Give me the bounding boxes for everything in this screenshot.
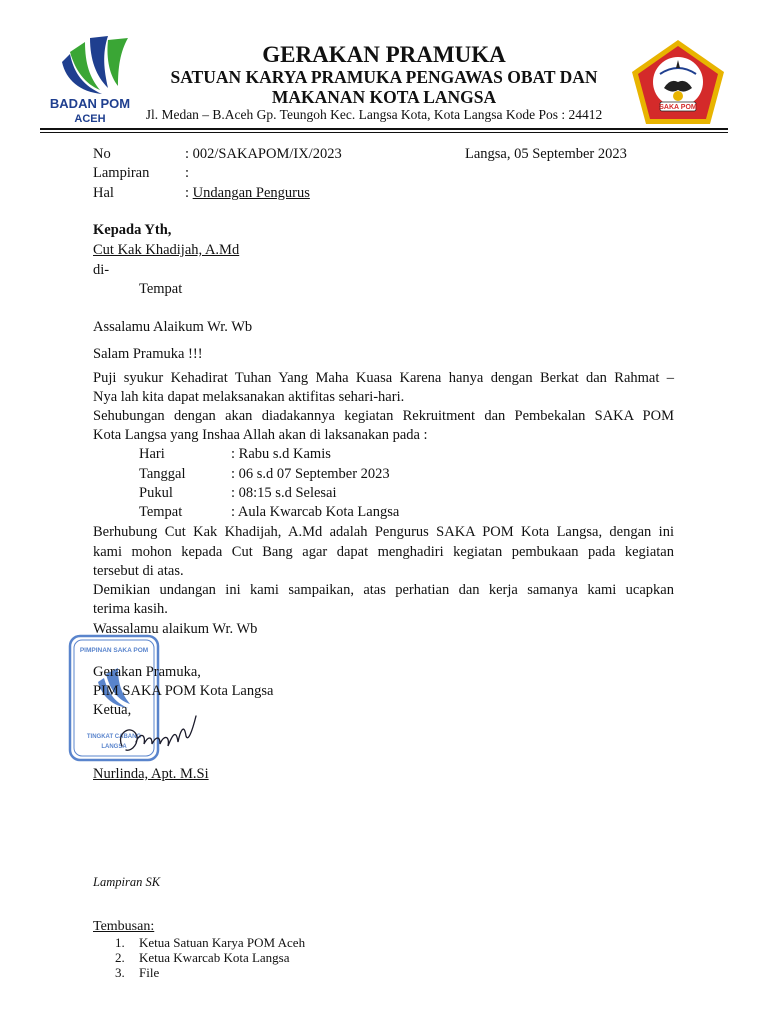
handwritten-signature [112,712,198,764]
signature-org: Gerakan Pramuka, [93,664,201,680]
signature-role: Ketua, [93,702,132,718]
cc-item-text: Ketua Satuan Karya POM Aceh [139,935,306,950]
cc-item [115,950,305,965]
lampiran-label: Lampiran [93,165,150,181]
detail-value-tempat: : Aula Kwarcab Kota Langsa [231,504,400,520]
attachment-note: Lampiran SK [93,875,161,889]
recipient-name: Cut Kak Khadijah, A.Md [93,242,240,258]
signature-unit: PIM SAKA POM Kota Langsa [93,683,274,699]
paragraph-3-line3: tersebut di atas. [93,563,184,579]
cc-item [115,935,305,950]
stamp-text-bottom: LANGSA [101,744,127,750]
detail-label-pukul: Pukul [139,485,173,501]
hal-field [185,184,310,203]
org-title: GERAKAN PRAMUKA [262,42,506,67]
paragraph-2-line1: Sehubungan dengan akan diadakannya kegiatan Rekruitment dan Pembekalan SAKA POM [93,408,674,424]
detail-label-hari: Hari [139,446,165,462]
greeting-salam: Assalamu Alaikum Wr. Wb [93,319,253,335]
header-divider-thin [40,132,728,133]
hal-colon: : [185,185,193,201]
left-logo-text2: ACEH [74,113,106,124]
right-logo-text: SAKA POM [659,104,697,111]
recipient-salutation: Kepada Yth, [93,222,172,238]
stamp-text-mid: TINGKAT CABANG [86,734,142,740]
left-logo-text1: BADAN POM [49,96,131,111]
cc-item-text: Ketua Kwarcab Kota Langsa [139,950,290,965]
cc-item-text: File [139,965,160,980]
cc-item-num: 2. [115,950,125,965]
no-label: No [93,146,111,162]
cc-item-num: 1. [115,935,125,950]
cc-item [115,965,305,980]
header-divider-thick [40,128,728,130]
no-value: : 002/SAKAPOM/IX/2023 [185,146,342,162]
cc-title: Tembusan: [93,919,155,934]
lampiran-value: : [185,165,190,181]
recipient-place: Tempat [139,281,183,297]
paragraph-3-line1: Berhubung Cut Kak Khadijah, A.Md adalah Pengurus SAKA POM Kota Langsa, dengan ini [93,524,674,540]
unit-title-line1: SATUAN KARYA PRAMUKA PENGAWAS OBAT DAN [170,67,598,87]
paragraph-4-line2: terima kasih. [93,601,168,617]
address-line: Jl. Medan – B.Aceh Gp. Teungoh Kec. Langsa Kota, Kota Langsa Kode Pos : 24412 [145,107,603,122]
detail-value-pukul: : 08:15 s.d Selesai [231,485,337,501]
detail-value-tanggal: : 06 s.d 07 September 2023 [231,466,390,482]
paragraph-1-line2: Nya lah kita dapat melaksanakan aktifitas sehari-hari. [93,389,405,405]
paragraph-4-line1: Demikian undangan ini kami sampaikan, atas perhatian dan kerja samanya kami ucapkan [93,582,674,598]
cc-list [115,935,305,980]
detail-value-hari: : Rabu s.d Kamis [231,446,331,462]
paragraph-2-line2: Kota Langsa yang Inshaa Allah akan di laksanakan pada : [93,427,428,443]
cc-item-num: 3. [115,965,125,980]
recipient-di: di- [93,262,110,278]
paragraph-3-line2: kami mohon kepada Cut Bang agar dapat menghadiri kegiatan pembukaan pada kegiatan [93,544,674,560]
hal-label: Hal [93,185,114,201]
signatory-name: Nurlinda, Apt. M.Si [93,766,209,782]
hal-value: Undangan Pengurus [192,185,310,201]
detail-label-tempat: Tempat [139,504,183,520]
paragraph-1-line1: Puji syukur Kehadirat Tuhan Yang Maha Kuasa Karena hanya dengan Berkat dan Rahmat – [93,370,674,386]
greeting-pramuka: Salam Pramuka !!! [93,346,203,362]
place-date: Langsa, 05 September 2023 [465,146,627,162]
unit-title-line2: MAKANAN KOTA LANGSA [271,87,497,107]
stamp-text-top: PIMPINAN SAKA POM [79,647,149,654]
detail-label-tanggal: Tanggal [139,466,186,482]
closing-salam: Wassalamu alaikum Wr. Wb [93,621,258,637]
